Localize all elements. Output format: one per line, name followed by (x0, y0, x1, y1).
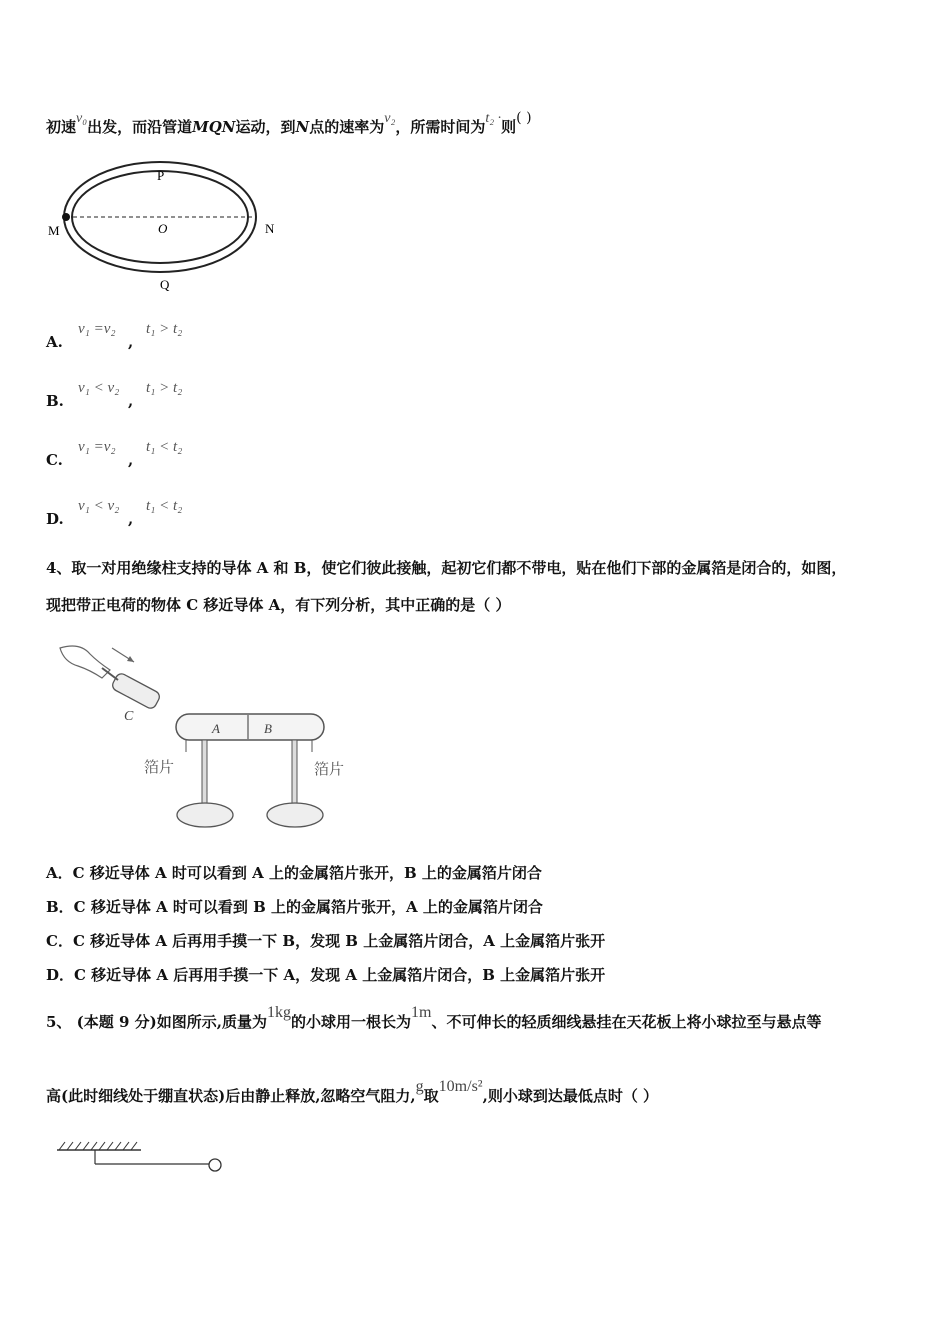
conductor-ab (176, 714, 324, 740)
label-b: B (264, 721, 272, 736)
q4-option-c[interactable]: C．C 移近导体 A 后再用手摸一下 B，发现 B 上金属箔片闭合，A 上金属箔片张开 (46, 932, 606, 950)
q3-option-d[interactable] (46, 510, 64, 528)
q5-text: 取 (423, 1087, 439, 1105)
comma: , (128, 451, 134, 469)
option-letter: B. (46, 392, 64, 410)
q3-option-c[interactable] (46, 451, 63, 469)
q3-stem-text: 则 (501, 118, 517, 136)
charged-rod-c (111, 672, 162, 710)
q3-option-b-v: v₁ < v₂ (78, 380, 120, 396)
q4-stem-line2: 现把带正电荷的物体 C 移近导体 A，有下列分析，其中正确的是（ ） (46, 596, 511, 614)
q3-stem (46, 110, 532, 137)
label-q: Q (160, 277, 170, 292)
q3-option-b-t: t₁ > t₂ (146, 380, 183, 396)
q3-stem-text: ，所需时间为 (395, 118, 486, 136)
q5-stem-line2 (46, 1078, 659, 1106)
q5-text: 、不可伸长的轻质细线悬挂在天花板上将小球拉至与悬点等 (431, 1013, 822, 1031)
comma: , (128, 333, 134, 351)
pendulum-figure (55, 1138, 235, 1178)
comma: , (128, 392, 134, 410)
hand-icon (60, 646, 110, 678)
option-letter: C. (46, 451, 63, 469)
label-m: M (48, 223, 60, 238)
q4-option-b[interactable]: B．C 移近导体 A 时可以看到 B 上的金属箔片张开，A 上的金属箔片闭合 (46, 898, 543, 916)
q4-option-a[interactable]: A．C 移近导体 A 时可以看到 A 上的金属箔片张开，B 上的金属箔片闭合 (46, 864, 542, 882)
q3-option-a[interactable] (46, 333, 63, 351)
g-value: 10m/s² (438, 1078, 483, 1095)
q3-option-a-v: v₁ =v₂ (78, 321, 116, 337)
comma: , (128, 510, 134, 528)
q3-option-d-v: v₁ < v₂ (78, 498, 120, 514)
label-n: N (265, 221, 275, 236)
label-o: O (158, 221, 168, 236)
q5-text: ,则小球到达最低点时（ ） (482, 1087, 659, 1105)
q4-stem-line1: 4、取一对用绝缘柱支持的导体 A 和 B，使它们彼此接触，起初它们都不带电，贴在他们下部的金属箔是闭合的，如图， (46, 559, 847, 577)
q3-option-d-t: t₁ < t₂ (146, 498, 183, 514)
label-foil-right: 箔片 (314, 760, 345, 778)
label-a: A (212, 721, 220, 736)
t2-symbol: t₂ · (485, 111, 502, 126)
q4-option-d[interactable]: D．C 移近导体 A 后再用手摸一下 A，发现 A 上金属箔片闭合，B 上金属箔片张开 (46, 966, 606, 984)
ellipse-tube-figure (40, 155, 290, 295)
v0-symbol: v₀ (76, 111, 88, 126)
label-foil-left: 箔片 (144, 758, 175, 776)
q3-stem-text: 出发，而沿管道 (87, 118, 193, 136)
answer-paren: ( ) (516, 110, 532, 126)
mqn-label: MQN (192, 118, 236, 136)
q3-option-b[interactable] (46, 392, 64, 410)
q3-option-c-v: v₁ =v₂ (78, 439, 116, 455)
q3-option-a-t: t₁ > t₂ (146, 321, 183, 337)
q3-stem-text: 运动，到 (235, 118, 296, 136)
option-letter: D. (46, 510, 64, 528)
q3-option-c-t: t₁ < t₂ (146, 439, 183, 455)
q5-text: 高(此时细线处于绷直状态)后由静止释放,忽略空气阻力, (46, 1087, 416, 1105)
q5-stem-line1 (46, 1004, 822, 1032)
q3-stem-text: 点的速率为 (309, 118, 385, 136)
conductor-figure (50, 640, 360, 845)
label-c: C (124, 709, 134, 724)
v2-symbol: v₂ (384, 111, 396, 126)
length-value: 1m (410, 1004, 432, 1021)
q3-stem-text: 初速 (46, 118, 77, 136)
q5-text: 的小球用一根长为 (290, 1013, 411, 1031)
q5-text: 5、 (本题 9 分)如图所示,质量为 (46, 1013, 267, 1031)
option-letter: A. (46, 333, 63, 351)
mass-value: 1kg (266, 1004, 291, 1021)
label-p: P (157, 168, 165, 183)
g-symbol: g (415, 1078, 424, 1095)
n-label: N (295, 118, 310, 136)
ball (209, 1159, 221, 1171)
